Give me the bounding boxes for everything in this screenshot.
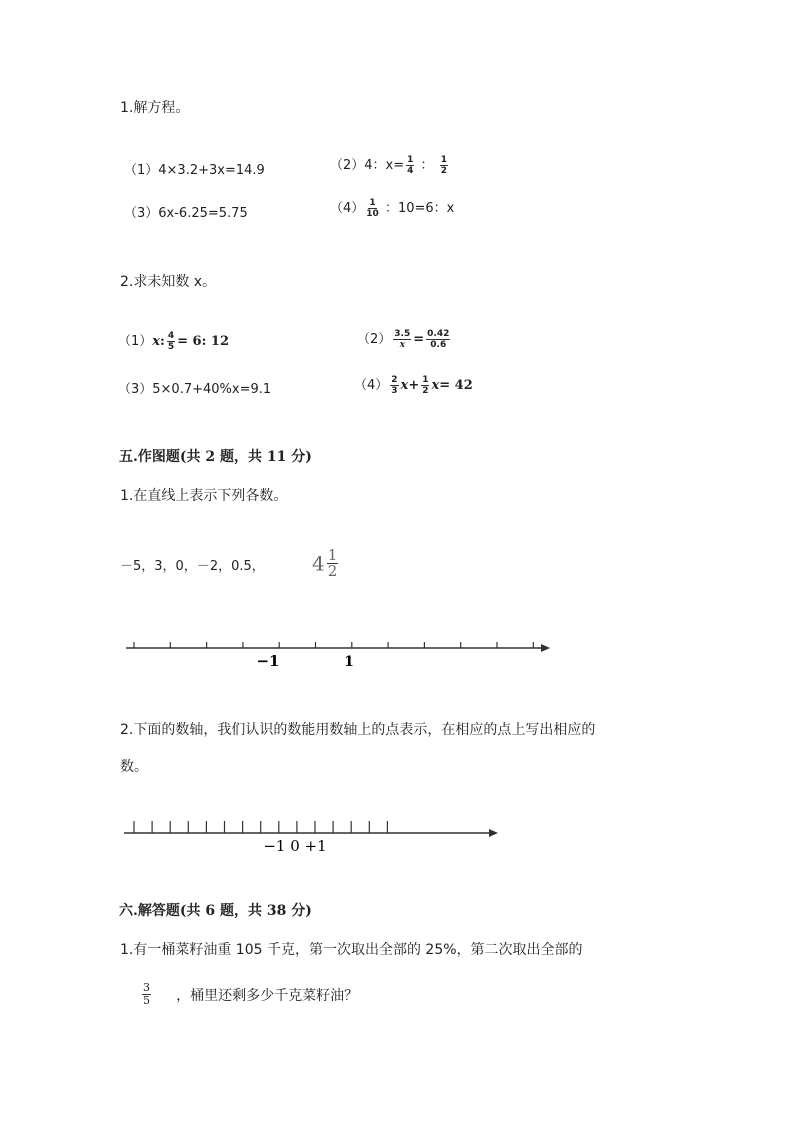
variable-x: x <box>400 378 409 393</box>
colon: : <box>160 334 165 349</box>
denominator: 5 <box>167 342 175 352</box>
variable-x: x <box>152 334 161 349</box>
fraction <box>426 329 450 350</box>
numerator: 1 <box>369 198 376 208</box>
q2-item-4-prefix: （4） <box>354 378 389 393</box>
equals: = <box>413 332 425 347</box>
q1-item-4-prefix: （4） <box>330 201 365 216</box>
section6-heading: 六.解答题(共 6 题，共 38 分) <box>119 903 312 919</box>
equation-rest: = 6: 12 <box>177 334 230 349</box>
denominator: 4 <box>407 166 414 176</box>
denominator: 3 <box>391 386 398 396</box>
fraction <box>366 198 379 219</box>
q2-item-2-prefix: （2） <box>357 332 392 347</box>
s6-q1-line1: 1.有一桶菜籽油重 105 千克，第一次取出全部的 25%，第二次取出全部的 <box>120 942 583 958</box>
fraction <box>142 982 151 1007</box>
axis-labels: −1 0 +1 <box>263 837 327 855</box>
s5-q1-title: 1.在直线上表示下列各数。 <box>120 488 288 504</box>
numerator: 3 <box>143 981 150 994</box>
q1-item-3: （3）6x-6.25=5.75 <box>124 206 248 221</box>
fraction <box>327 548 339 579</box>
s5-q1-numbers: －5，3，0，－2，0.5， <box>120 559 265 574</box>
denominator: 10 <box>366 209 379 219</box>
plus: + <box>408 378 420 393</box>
mixed-whole: 4 <box>312 551 325 576</box>
q1-item-2-prefix: （2）4：x= <box>330 158 405 173</box>
mixed-number <box>312 548 340 579</box>
denominator: 2 <box>440 166 447 176</box>
q2-item-2 <box>357 328 452 350</box>
equation-rest: = 42 <box>439 378 473 393</box>
s6-q1-line2 <box>140 982 358 1007</box>
fraction <box>393 329 411 350</box>
q1-item-2 <box>330 154 450 176</box>
number-line-2 <box>120 815 510 857</box>
numerator: 1 <box>407 155 414 165</box>
section5-heading: 五.作图题(共 2 题，共 11 分) <box>119 449 312 465</box>
q2-item-1-prefix: （1） <box>118 334 153 349</box>
q2-item-3: （3）5×0.7+40%x=9.1 <box>118 382 272 397</box>
numerator: 1 <box>327 546 338 564</box>
s5-q2-title-line2: 数。 <box>120 759 148 775</box>
numerator: 3.5 <box>394 329 411 339</box>
fraction <box>167 331 175 352</box>
numerator: 0.42 <box>427 329 450 339</box>
q1-item-4-suffix: ：10=6：x <box>384 201 455 216</box>
label-one: 1 <box>344 654 354 670</box>
q1-title: 1.解方程。 <box>120 100 190 116</box>
numerator: 1 <box>422 375 429 385</box>
label-minus-one: −1 <box>256 652 280 670</box>
tick-group <box>134 642 560 648</box>
denominator: 2 <box>422 386 429 396</box>
denominator: x <box>399 340 405 350</box>
s5-q2-title-line1: 2.下面的数轴，我们认识的数能用数轴上的点表示，在相应的点上写出相应的 <box>120 722 596 738</box>
numerator: 4 <box>167 331 175 341</box>
q2-title: 2.求未知数 x。 <box>120 274 217 290</box>
fraction <box>421 375 429 396</box>
denominator: 2 <box>327 562 338 580</box>
q2-item-4 <box>354 374 473 396</box>
denominator: 0.6 <box>430 340 447 350</box>
q1-item-4 <box>330 197 454 219</box>
tick-group <box>134 821 387 833</box>
fraction <box>406 155 414 176</box>
variable-x: x <box>431 378 440 393</box>
ratio-sep: ： <box>420 158 434 173</box>
q1-item-1: （1）4×3.2+3x=14.9 <box>124 163 265 178</box>
numerator: 2 <box>391 375 398 385</box>
fraction <box>390 375 398 396</box>
numerator: 1 <box>440 155 447 165</box>
axis-arrow <box>489 829 498 837</box>
axis-arrow <box>541 644 550 652</box>
q2-item-1 <box>118 330 229 352</box>
s6-q1-text: ，桶里还剩多少千克菜籽油？ <box>176 987 359 1004</box>
number-line-1 <box>120 632 560 677</box>
denominator: 5 <box>143 994 150 1007</box>
fraction <box>440 155 448 176</box>
